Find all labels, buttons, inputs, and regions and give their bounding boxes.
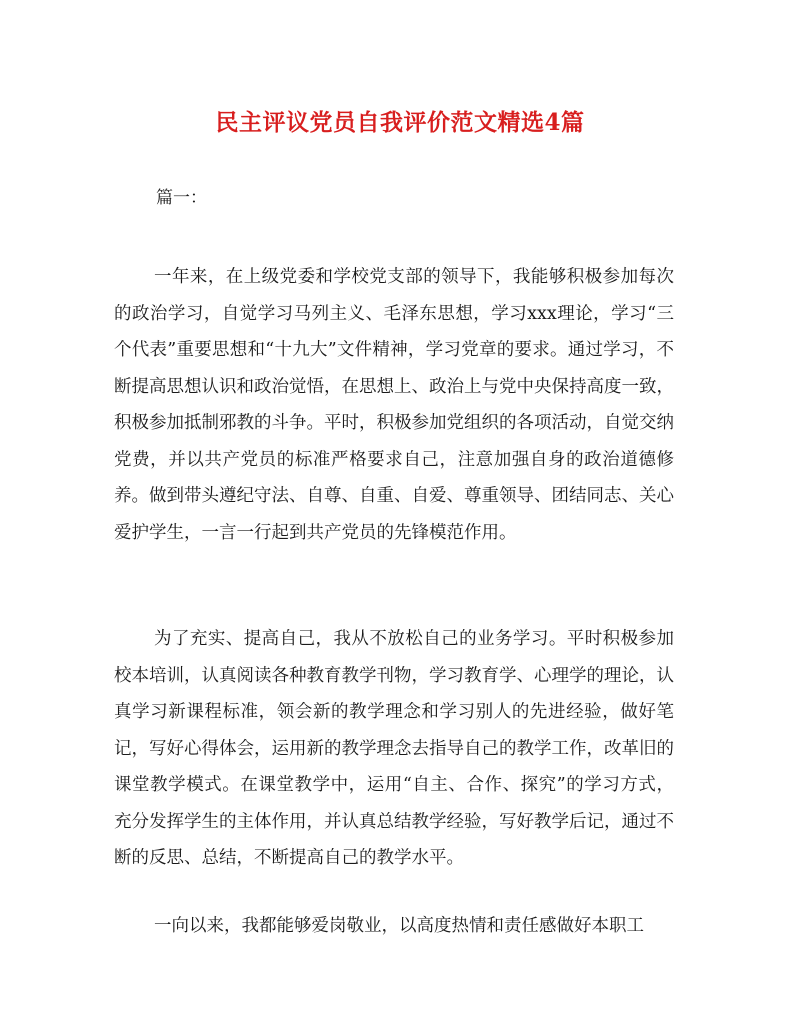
document-title: 民主评议党员自我评价范文精选4篇 <box>215 109 585 136</box>
paragraph-1: 一年来，在上级党委和学校党支部的领导下，我能够积极参加每次的政治学习，自觉学习马列主义、毛泽东思想，学习xxx理论，学习“三个代表”重要思想和“十九大”文件精神，学习党章的要求。通过学习，不断提高思想认识和政治觉悟，在思想上、政治上与党中央保持高度一致，积极参加抵制邪教的斗争。平时，积极参加党组织的各项活动，自觉交纳党费，并以共产党员的标准严格要求自己，注意加强自身的政治道德修养。做到带头遵纪守法、自尊、自重、自爱、尊重领导、团结同志、关心爱护学生，一言一行起到共产党员的先锋模范作用。 <box>114 267 674 543</box>
paragraph-2: 为了充实、提高自己，我从不放松自己的业务学习。平时积极参加校本培训，认真阅读各种教育教学刊物，学习教育学、心理学的理论，认真学习新课程标准，领会新的教学理念和学习别人的先进经验，做好笔记，写好心得体会，运用新的教学理念去指导自己的教学工作，改革旧的课堂教学模式。在课堂教学中，运用“自主、合作、探究”的学习方式，充分发挥学生的主体作用，并认真总结教学经验，写好教学后记，通过不断的反思、总结，不断提高自己的教学水平。 <box>114 629 674 868</box>
paragraph-3: 一向以来，我都能够爱岗敬业，以高度热情和责任感做好本职工 <box>154 916 644 936</box>
section-label: 篇一： <box>156 188 207 208</box>
